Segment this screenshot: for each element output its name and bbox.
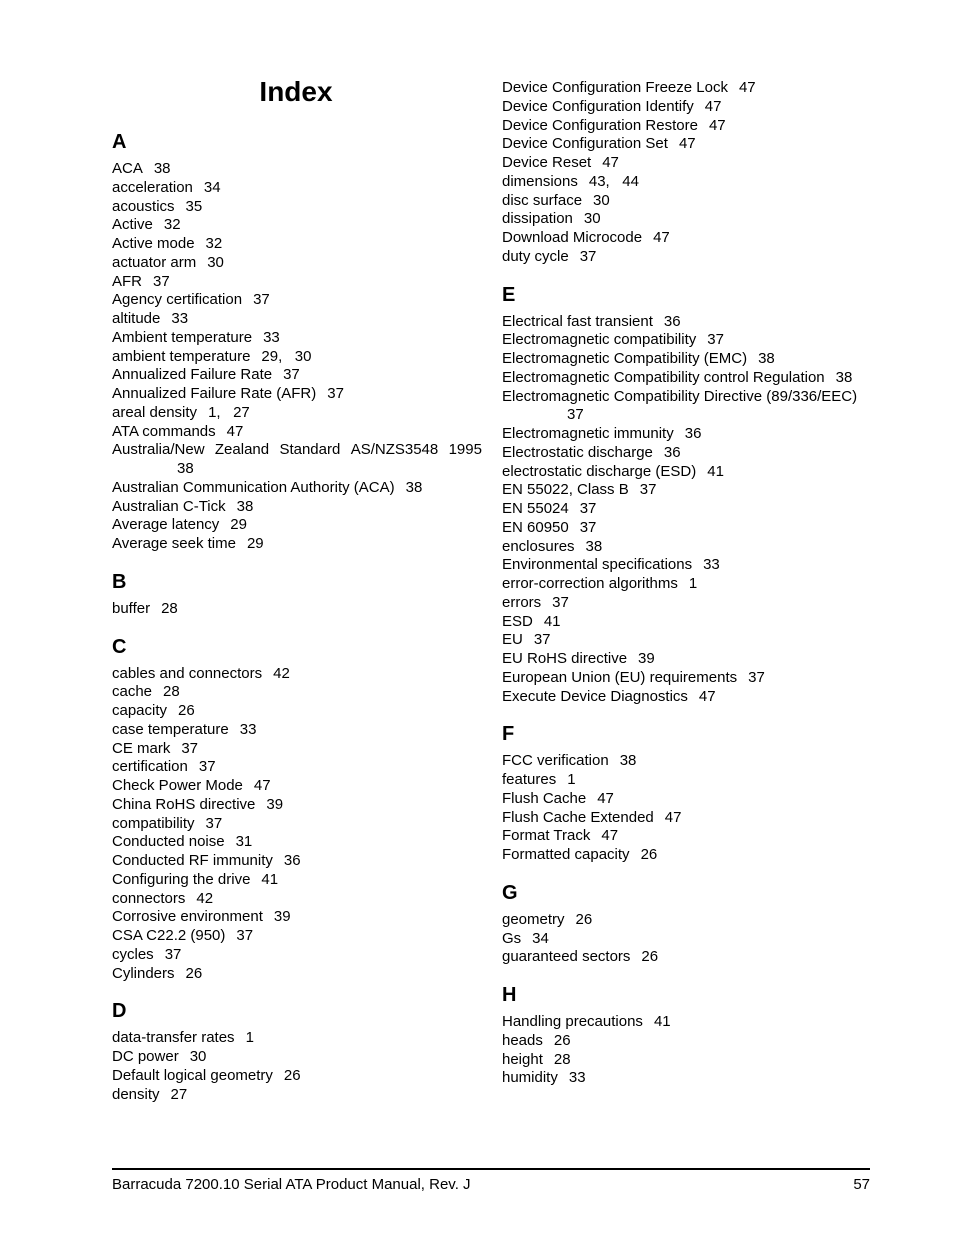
entry-term: Flush Cache <box>502 789 587 807</box>
entry-term: Electromagnetic Compatibility Directive (89/336/EEC) <box>502 387 858 405</box>
entry-term: CE mark <box>112 739 171 757</box>
entry-pages: 42 <box>196 889 214 907</box>
index-entry <box>112 329 482 348</box>
index-section-b <box>112 568 482 619</box>
entry-term: actuator arm <box>112 253 197 271</box>
index-entry <box>112 683 482 702</box>
entry-term: Annualized Failure Rate (AFR) <box>112 385 317 402</box>
index-entry <box>112 815 482 834</box>
entry-term-word: 1995 <box>448 441 482 459</box>
entry-pages: 26 <box>553 1031 571 1049</box>
entry-term: electrostatic discharge (ESD) <box>502 462 697 480</box>
index-entry <box>112 235 482 254</box>
index-entry <box>112 946 482 965</box>
entry-pages: 32 <box>205 235 223 252</box>
entry-pages: 28 <box>163 683 180 701</box>
entry-term: Device Configuration Set <box>502 135 668 153</box>
entry-term: certification <box>112 758 188 776</box>
entry-pages: 43, 44 <box>588 172 639 190</box>
index-entry <box>502 613 872 632</box>
entry-pages: 42 <box>273 664 290 682</box>
index-entry <box>112 179 482 198</box>
entry-term: heads <box>502 1031 543 1049</box>
index-entry <box>502 519 872 538</box>
entry-term: ESD <box>502 612 533 630</box>
entry-pages: 38 <box>405 478 423 496</box>
entry-pages: 37 <box>579 247 597 265</box>
entry-term: density <box>112 1085 160 1103</box>
entry-term: Gs <box>502 929 522 947</box>
entry-pages: 36 <box>663 443 681 461</box>
index-entry <box>112 479 482 498</box>
entry-pages: 47 <box>678 135 696 153</box>
entry-term: dissipation <box>502 210 573 228</box>
index-entry <box>502 538 872 557</box>
footer-manual-title: Barracuda 7200.10 Serial ATA Product Manual, Rev. J <box>112 1176 471 1193</box>
index-entry <box>502 463 872 482</box>
entry-pages: 47 <box>253 777 271 794</box>
entry-pages: 36 <box>684 425 702 442</box>
entry-pages: 26 <box>640 846 658 863</box>
index-entry <box>112 273 482 292</box>
entry-term: Electromagnetic immunity <box>502 425 674 442</box>
entry-term: Device Reset <box>502 154 592 171</box>
entry-pages: 37 <box>198 758 216 776</box>
index-entry <box>112 385 482 404</box>
entry-term: Active mode <box>112 235 195 252</box>
index-entry <box>502 210 872 229</box>
index-entry <box>112 1086 482 1105</box>
entry-term: China RoHS directive <box>112 795 256 813</box>
entry-term: Australian Communication Authority (ACA) <box>112 478 395 496</box>
entry-pages: 37 <box>707 331 724 349</box>
index-entry <box>502 1051 872 1070</box>
entry-term: ACA <box>112 160 143 177</box>
entry-pages: 33 <box>239 720 257 738</box>
entry-term: Configuring the drive <box>112 870 251 888</box>
index-entry <box>502 154 872 173</box>
entry-term: connectors <box>112 889 186 907</box>
entry-pages: 27 <box>170 1085 188 1103</box>
entry-pages: 37 <box>327 385 344 402</box>
entry-term: Australian C-Tick <box>112 497 226 515</box>
index-entry <box>502 313 872 332</box>
index-entry <box>112 516 482 535</box>
index-section-e <box>502 281 872 707</box>
index-entry <box>112 600 482 619</box>
entry-pages: 37 <box>164 945 182 963</box>
index-entry <box>112 965 482 984</box>
entry-term: AFR <box>112 272 142 290</box>
index-entry <box>112 1029 482 1048</box>
entry-pages: 47 <box>738 79 756 96</box>
entry-term: buffer <box>112 599 151 617</box>
index-entry <box>502 331 872 350</box>
entry-term: Device Configuration Restore <box>502 116 698 134</box>
entry-pages: 1 <box>245 1029 254 1047</box>
entry-term: Conducted noise <box>112 833 225 851</box>
index-entry <box>112 908 482 927</box>
entry-pages: 37 <box>253 291 270 309</box>
index-section-d <box>112 997 482 1104</box>
index-entry <box>112 740 482 759</box>
entry-pages: 31 <box>235 833 253 851</box>
index-entry <box>112 1048 482 1067</box>
index-entry <box>502 173 872 192</box>
index-entry <box>502 425 872 444</box>
entry-pages: 30 <box>593 191 610 209</box>
index-entry <box>112 441 482 479</box>
entry-term: cycles <box>112 945 154 963</box>
entry-term: Format Track <box>502 827 591 845</box>
index-entry <box>502 229 872 248</box>
entry-pages: 47 <box>704 97 722 115</box>
entry-pages: 37 <box>579 500 597 517</box>
entry-term: Check Power Mode <box>112 777 243 794</box>
entry-term-word: AS/NZS3548 <box>350 441 439 459</box>
entry-pages: 28 <box>553 1050 571 1068</box>
entry-pages: 36 <box>283 852 301 869</box>
entry-term: European Union (EU) requirements <box>502 668 738 686</box>
index-entry <box>112 535 482 554</box>
index-entry <box>502 444 872 463</box>
index-entry <box>112 796 482 815</box>
index-entry <box>112 216 482 235</box>
entry-term: Device Configuration Freeze Lock <box>502 79 728 96</box>
index-entry <box>112 160 482 179</box>
entry-term: FCC verification <box>502 752 609 770</box>
index-entry <box>112 721 482 740</box>
entry-term: Ambient temperature <box>112 328 253 346</box>
entry-pages: 37 <box>748 668 765 686</box>
entry-pages: 37 <box>567 406 584 424</box>
entry-pages: 41 <box>707 462 724 480</box>
entry-list <box>112 160 482 554</box>
index-entry <box>502 771 872 790</box>
entry-term: Cylinders <box>112 964 175 982</box>
entry-term-word: Standard <box>279 441 341 459</box>
index-entry <box>112 310 482 329</box>
index-entry <box>112 833 482 852</box>
entry-term: ambient temperature <box>112 347 251 365</box>
entry-pages: 37 <box>639 481 657 499</box>
index-section-a <box>112 128 482 554</box>
entry-term: disc surface <box>502 191 583 209</box>
section-letter: G <box>502 881 518 904</box>
entry-term: Environmental specifications <box>502 556 693 574</box>
entry-term-word: Zealand <box>214 441 270 459</box>
entry-pages: 41 <box>543 612 561 630</box>
entry-term: Annualized Failure Rate <box>112 366 273 384</box>
entry-pages: 37 <box>153 272 170 290</box>
entry-pages: 47 <box>653 229 670 246</box>
entry-term: Electromagnetic compatibility <box>502 331 697 349</box>
entry-term: Active <box>112 216 153 234</box>
index-entry <box>112 702 482 721</box>
entry-term: DC power <box>112 1048 179 1065</box>
index-entry <box>112 871 482 890</box>
entry-pages: 30 <box>189 1048 207 1065</box>
index-entry <box>502 911 872 930</box>
index-entry <box>502 98 872 117</box>
index-entry <box>112 404 482 423</box>
entry-pages: 38 <box>153 160 171 177</box>
entry-pages: 34 <box>203 178 221 196</box>
entry-term: Corrosive environment <box>112 908 263 926</box>
entry-term: acoustics <box>112 197 175 215</box>
entry-term: EN 55024 <box>502 500 569 517</box>
section-letter: D <box>112 1000 127 1023</box>
entry-pages: 47 <box>698 687 716 705</box>
entry-pages: 29, 30 <box>261 347 312 365</box>
index-column-left <box>112 128 482 1118</box>
entry-term: height <box>502 1050 543 1068</box>
index-entry <box>502 388 872 426</box>
entry-pages: 41 <box>653 1013 671 1030</box>
entry-term: acceleration <box>112 178 193 196</box>
section-letter: C <box>112 635 127 658</box>
index-entry <box>112 1067 482 1086</box>
entry-term: EU <box>502 631 523 649</box>
entry-pages: 38 <box>758 350 775 367</box>
entry-term: Flush Cache Extended <box>502 808 654 826</box>
index-section-h <box>502 981 872 1088</box>
entry-term: Agency certification <box>112 291 243 309</box>
entry-term: ATA commands <box>112 422 216 440</box>
entry-term: guaranteed sectors <box>502 948 631 966</box>
index-entry <box>112 348 482 367</box>
section-letter: H <box>502 984 517 1006</box>
index-entry <box>502 350 872 369</box>
entry-pages: 37 <box>533 631 551 649</box>
entry-pages: 38 <box>236 497 254 515</box>
entry-list <box>502 752 872 865</box>
entry-pages: 26 <box>575 910 593 928</box>
index-entry <box>502 117 872 136</box>
index-entry <box>502 930 872 949</box>
entry-pages: 35 <box>185 197 203 215</box>
index-column-right <box>502 79 872 1102</box>
entry-pages: 37 <box>181 739 199 757</box>
index-entry <box>112 758 482 777</box>
entry-term: Electromagnetic Compatibility control Regulation <box>502 368 825 386</box>
index-entry <box>112 198 482 217</box>
entry-pages: 37 <box>552 593 569 611</box>
entry-pages: 26 <box>641 948 659 966</box>
entry-term: Device Configuration Identify <box>502 97 694 115</box>
section-letter: A <box>112 131 127 153</box>
entry-pages: 37 <box>283 366 300 384</box>
index-entry <box>502 790 872 809</box>
entry-pages: 38 <box>177 460 194 477</box>
entry-term: Default logical geometry <box>112 1066 273 1084</box>
index-entry <box>502 669 872 688</box>
entry-term: Formatted capacity <box>502 846 630 863</box>
entry-pages: 26 <box>283 1066 301 1084</box>
entry-term: Electrostatic discharge <box>502 443 653 461</box>
index-entry <box>502 827 872 846</box>
entry-pages: 32 <box>163 216 181 234</box>
index-entry <box>502 248 872 267</box>
entry-term: errors <box>502 593 542 611</box>
entry-term: cables and connectors <box>112 664 263 682</box>
index-entry <box>502 948 872 967</box>
entry-term: data-transfer rates <box>112 1029 235 1047</box>
entry-pages: 33 <box>703 556 720 574</box>
index-entry <box>502 1013 872 1032</box>
entry-term: EN 60950 <box>502 518 569 536</box>
entry-pages: 47 <box>708 116 726 134</box>
entry-term: Electromagnetic Compatibility (EMC) <box>502 350 748 367</box>
entry-list <box>502 1013 872 1088</box>
index-entry <box>502 79 872 98</box>
index-entry <box>502 135 872 154</box>
index-entry <box>502 809 872 828</box>
section-letter: E <box>502 283 516 306</box>
index-section-c <box>112 633 482 984</box>
entry-term: Handling precautions <box>502 1013 643 1030</box>
entry-term: Conducted RF immunity <box>112 852 273 869</box>
index-entry <box>502 688 872 707</box>
index-entry <box>502 631 872 650</box>
index-entry <box>112 291 482 310</box>
entry-term: Average latency <box>112 516 220 534</box>
entry-term: EN 55022, Class B <box>502 481 629 499</box>
entry-list <box>112 665 482 984</box>
entry-list <box>112 1029 482 1104</box>
index-section-d-continued <box>502 79 872 267</box>
entry-term: capacity <box>112 702 168 719</box>
entry-term: compatibility <box>112 814 195 832</box>
entry-pages: 30 <box>207 253 224 271</box>
entry-term-word: Australia/New <box>112 441 205 459</box>
index-entry <box>502 575 872 594</box>
entry-term: dimensions <box>502 172 578 190</box>
entry-pages: 39 <box>273 908 291 926</box>
index-entry <box>112 498 482 517</box>
index-entry <box>502 500 872 519</box>
entry-term: areal density <box>112 403 198 421</box>
entry-pages: 28 <box>161 599 178 617</box>
entry-list <box>502 79 872 267</box>
index-entry <box>502 594 872 613</box>
entry-term: humidity <box>502 1069 558 1087</box>
footer-page-number: 57 <box>853 1176 870 1193</box>
index-entry <box>112 423 482 442</box>
index-entry <box>502 369 872 388</box>
entry-pages: 47 <box>602 154 619 171</box>
entry-pages: 37 <box>579 518 597 536</box>
entry-pages: 36 <box>663 312 681 330</box>
entry-pages: 39 <box>638 650 655 667</box>
index-entry <box>502 1069 872 1088</box>
entry-term: Download Microcode <box>502 229 643 246</box>
entry-pages: 26 <box>178 702 195 719</box>
entry-pages: 1 <box>688 575 698 592</box>
entry-pages: 47 <box>597 789 614 807</box>
index-entry <box>502 481 872 500</box>
entry-pages: 1, 27 <box>208 403 250 421</box>
entry-list <box>112 600 482 619</box>
entry-pages: 30 <box>583 210 601 228</box>
index-entry <box>112 665 482 684</box>
entry-list <box>502 911 872 967</box>
entry-pages: 26 <box>185 964 203 982</box>
entry-pages: 29 <box>246 535 264 552</box>
entry-term: CSA C22.2 (950) <box>112 927 226 944</box>
index-entry <box>502 752 872 771</box>
section-letter: B <box>112 570 127 593</box>
index-entry <box>112 890 482 909</box>
index-entry <box>502 650 872 669</box>
entry-pages: 38 <box>835 368 853 386</box>
entry-list <box>502 313 872 707</box>
entry-term: Electrical fast transient <box>502 312 653 330</box>
entry-pages: 1 <box>567 771 576 788</box>
index-section-f <box>502 720 872 865</box>
index-entry <box>112 927 482 946</box>
entry-term <box>112 441 482 460</box>
index-entry <box>112 852 482 871</box>
index-entry <box>502 556 872 575</box>
entry-pages: 37 <box>236 927 254 944</box>
index-entry <box>502 846 872 865</box>
entry-term: case temperature <box>112 720 229 738</box>
entry-term: error-correction algorithms <box>502 575 678 592</box>
entry-pages: 38 <box>619 752 637 770</box>
footer-divider <box>112 1168 870 1170</box>
entry-term: enclosures <box>502 537 575 555</box>
entry-pages: 39 <box>266 795 284 813</box>
index-entry <box>502 192 872 211</box>
entry-term: altitude <box>112 310 161 327</box>
entry-pages: 41 <box>261 870 279 888</box>
entry-term: duty cycle <box>502 247 569 265</box>
entry-pages: 38 <box>585 537 603 555</box>
entry-term: features <box>502 771 557 788</box>
entry-pages: 29 <box>230 516 247 534</box>
entry-pages: 47 <box>601 827 619 845</box>
entry-pages: 37 <box>205 814 223 832</box>
entry-pages: 47 <box>664 808 682 826</box>
index-section-g <box>502 879 872 967</box>
entry-term: Execute Device Diagnostics <box>502 687 688 705</box>
entry-pages: 34 <box>532 929 549 947</box>
entry-term: cache <box>112 683 153 701</box>
entry-pages: 47 <box>226 422 244 440</box>
index-entry <box>502 1032 872 1051</box>
entry-pages: 33 <box>263 328 280 346</box>
entry-term: EU RoHS directive <box>502 650 628 667</box>
entry-term: Average seek time <box>112 535 236 552</box>
entry-pages: 33 <box>171 310 189 327</box>
index-entry <box>112 777 482 796</box>
entry-pages: 33 <box>568 1069 586 1087</box>
page-title: Index <box>259 76 333 107</box>
index-entry <box>112 254 482 273</box>
index-entry <box>112 366 482 385</box>
entry-term: geometry <box>502 910 565 928</box>
section-letter: F <box>502 723 515 746</box>
